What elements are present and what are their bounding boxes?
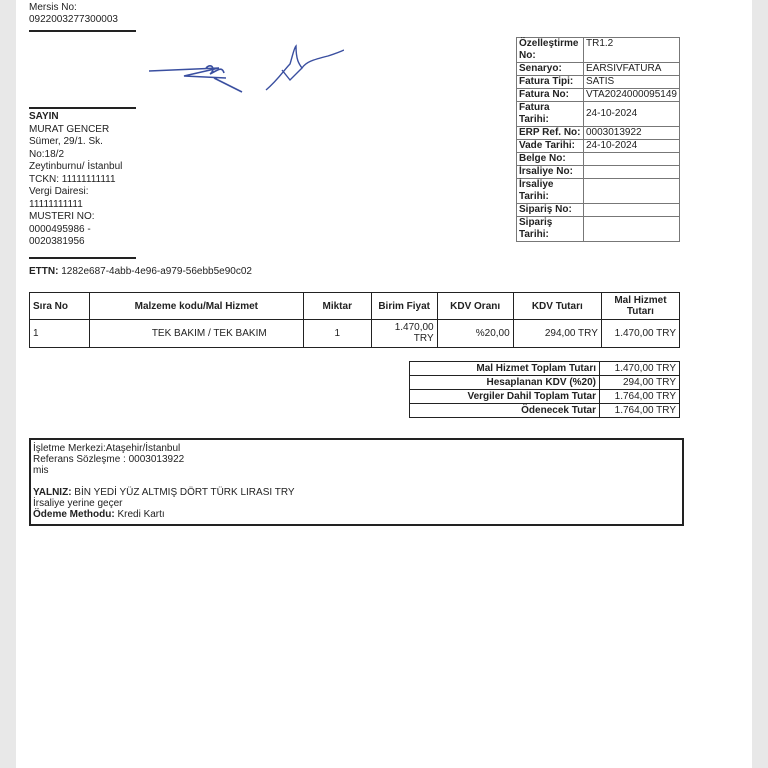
meta-row: [517, 153, 680, 166]
note-line: mis: [33, 465, 49, 476]
col-header: Miktar: [303, 293, 371, 320]
meta-value: TR1.2: [583, 38, 679, 63]
meta-key: Belge No:: [517, 153, 584, 166]
note-line: İrsaliye yerine geçer: [33, 498, 123, 509]
cell-vat-rate: %20,00: [437, 320, 513, 348]
invoice-meta-table: [516, 37, 680, 242]
totals-row: [410, 404, 680, 418]
meta-value: 24-10-2024: [583, 102, 679, 127]
signature: [144, 40, 344, 100]
totals-label: Vergiler Dahil Toplam Tutar: [410, 390, 600, 404]
col-header: KDV Oranı: [437, 293, 513, 320]
meta-row: [517, 102, 680, 127]
ettn-label: ETTN:: [29, 266, 59, 277]
meta-value: 0003013922: [583, 127, 679, 140]
items-table: [29, 292, 680, 348]
buyer-address-3: Zeytinburnu/ İstanbul: [29, 161, 123, 172]
cell-vat-amount: 294,00 TRY: [513, 320, 601, 348]
amount-in-words: [33, 487, 680, 498]
totals-label: Ödenecek Tutar: [410, 404, 600, 418]
notes-box: [29, 438, 684, 526]
meta-row: [517, 38, 680, 63]
buyer-title: SAYIN: [29, 111, 59, 122]
meta-row: [517, 217, 680, 242]
meta-row: [517, 166, 680, 179]
cell-item: TEK BAKIM / TEK BAKIM: [89, 320, 303, 348]
cell-unit-price: 1.470,00 TRY: [371, 320, 437, 348]
meta-key: ERP Ref. No:: [517, 127, 584, 140]
col-header: Sıra No: [30, 293, 90, 320]
buyer-customer-no-value-1: 0000495986 -: [29, 223, 91, 235]
meta-value: 24-10-2024: [583, 140, 679, 153]
meta-value: [583, 179, 679, 204]
meta-value: EARSIVFATURA: [583, 63, 679, 76]
meta-key: Özelleştirme No:: [517, 38, 584, 63]
totals-row: [410, 362, 680, 376]
meta-key: Senaryo:: [517, 63, 584, 76]
totals-row: [410, 376, 680, 390]
invoice-page: [16, 0, 752, 768]
buyer-block: [29, 111, 122, 249]
totals-value: 1.470,00 TRY: [600, 362, 680, 376]
meta-row: [517, 140, 680, 153]
divider: [29, 30, 136, 32]
col-header: KDV Tutarı: [513, 293, 601, 320]
mersis-value: 0922003277300003: [29, 14, 118, 25]
buyer-tax-office-value: 11111111111: [29, 198, 83, 210]
meta-value: [583, 217, 679, 242]
totals-label: Hesaplanan KDV (%20): [410, 376, 600, 390]
meta-key: Fatura Tipi:: [517, 76, 584, 89]
totals-row: [410, 390, 680, 404]
scroll-margin: [752, 0, 768, 768]
cell-qty: 1: [303, 320, 371, 348]
totals-value: 1.764,00 TRY: [600, 404, 680, 418]
signature-stroke-1: [149, 66, 242, 92]
payment-value: Kredi Kartı: [114, 509, 165, 520]
payment-method: [33, 509, 680, 520]
signature-stroke-2: [266, 46, 344, 90]
meta-key: Sipariş No:: [517, 204, 584, 217]
meta-value: [583, 204, 679, 217]
note-line: Referans Sözleşme : 0003013922: [33, 454, 185, 465]
meta-row: [517, 204, 680, 217]
meta-key: Vade Tarihi:: [517, 140, 584, 153]
buyer-customer-no-label: MUSTERI NO:: [29, 211, 95, 222]
meta-value: VTA2024000095149: [583, 89, 679, 102]
cell-amount: 1.470,00 TRY: [601, 320, 679, 348]
meta-value: SATIS: [583, 76, 679, 89]
amount-words-value: BİN YEDİ YÜZ ALTMIŞ DÖRT TÜRK LIRASI TRY: [71, 487, 295, 498]
divider: [29, 257, 136, 259]
buyer-address-1: Sümer, 29/1. Sk.: [29, 136, 103, 147]
col-header: Mal Hizmet Tutarı: [601, 293, 679, 320]
totals-value: 1.764,00 TRY: [600, 390, 680, 404]
buyer-tckn: TCKN: 11111111111: [29, 173, 116, 185]
meta-row: [517, 127, 680, 140]
mersis-label: Mersis No:: [29, 2, 77, 13]
meta-key: İrsaliye No:: [517, 166, 584, 179]
table-row: [30, 320, 680, 348]
meta-value: [583, 166, 679, 179]
ettn: [29, 266, 252, 278]
meta-key: Sipariş Tarihi:: [517, 217, 584, 242]
buyer-tax-office-label: Vergi Dairesi:: [29, 186, 89, 197]
payment-label: Ödeme Methodu:: [33, 509, 115, 520]
meta-row: [517, 89, 680, 102]
meta-value: [583, 153, 679, 166]
buyer-customer-no-value-2: 0020381956: [29, 236, 85, 247]
buyer-name: MURAT GENCER: [29, 123, 110, 135]
buyer-address-2: No:18/2: [29, 148, 65, 160]
amount-words-label: YALNIZ:: [33, 487, 72, 498]
meta-key: Fatura No:: [517, 89, 584, 102]
totals-label: Mal Hizmet Toplam Tutarı: [410, 362, 600, 376]
ettn-value: 1282e687-4abb-4e96-a979-56ebb5e90c02: [61, 266, 252, 277]
cell-no: 1: [30, 320, 90, 348]
col-header: Birim Fiyat: [371, 293, 437, 320]
meta-row: [517, 179, 680, 204]
meta-key: İrsaliye Tarihi:: [517, 179, 584, 204]
note-line: İşletme Merkezi:Ataşehir/İstanbul: [33, 443, 181, 454]
meta-row: [517, 63, 680, 76]
meta-row: [517, 76, 680, 89]
totals-table: [409, 361, 680, 418]
items-header-row: [30, 293, 680, 320]
divider: [29, 107, 136, 109]
totals-value: 294,00 TRY: [600, 376, 680, 390]
meta-key: Fatura Tarihi:: [517, 102, 584, 127]
col-header: Malzeme kodu/Mal Hizmet: [89, 293, 303, 320]
